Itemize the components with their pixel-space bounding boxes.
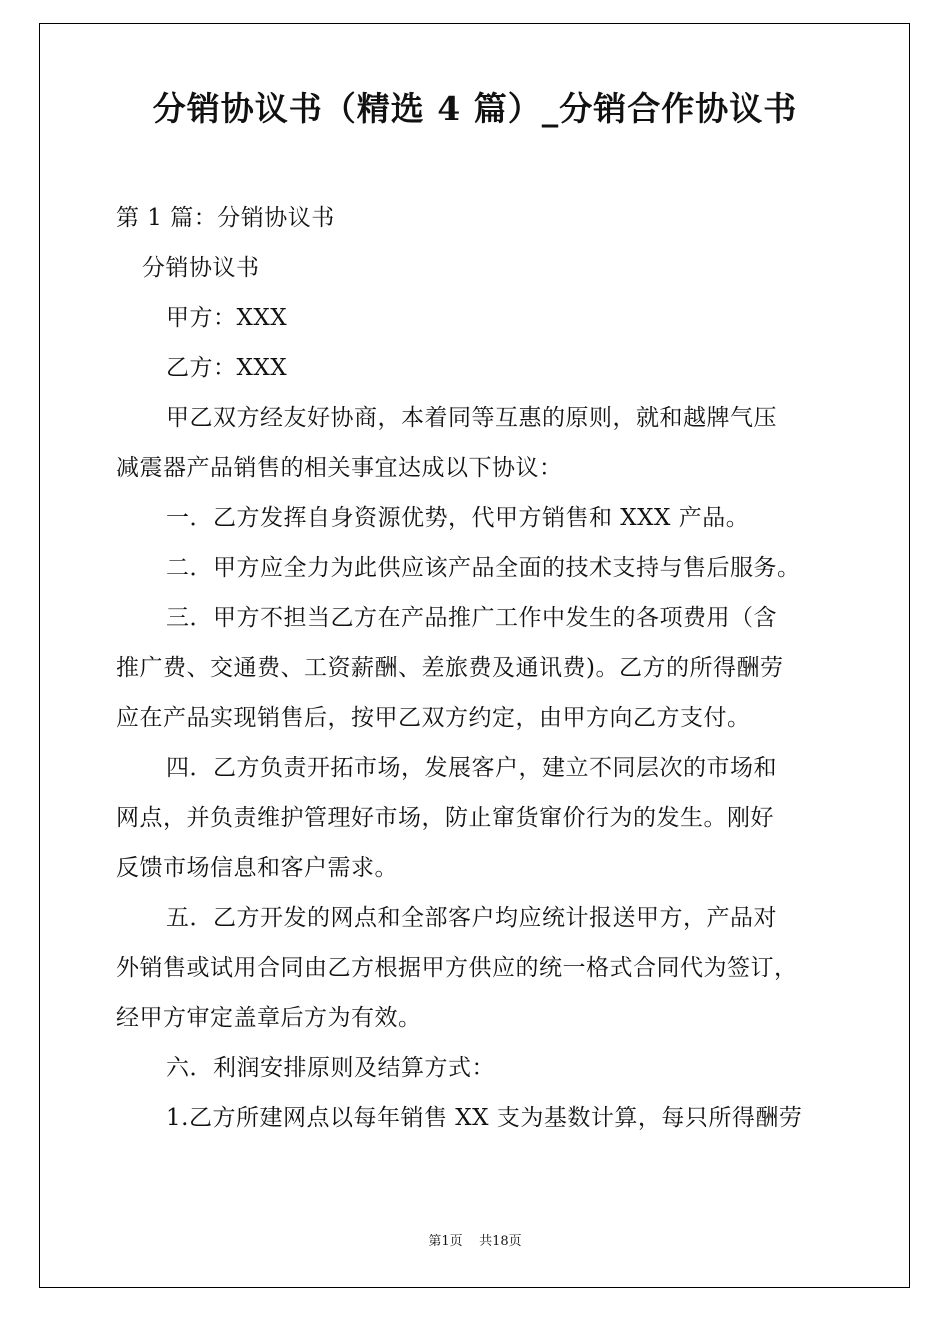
clause-2-line: 二．甲方应全力为此供应该产品全面的技术支持与售后服务。 [166, 555, 801, 581]
paragraph-line: 应在产品实现销售后，按甲乙双方约定，由甲方向乙方支付。 [116, 705, 751, 731]
clause-4-line: 四．乙方负责开拓市场，发展客户，建立不同层次的市场和 [166, 755, 777, 781]
party-a-line: 甲方：XXX [166, 305, 288, 331]
paragraph-line: 甲乙双方经友好协商，本着同等互惠的原则，就和越牌气压 [166, 405, 777, 431]
section-heading: 第 1 篇：分销协议书 [116, 205, 335, 231]
party-b-line: 乙方：XXX [166, 355, 288, 381]
clause-3-line: 三．甲方不担当乙方在产品推广工作中发生的各项费用（含 [166, 605, 777, 631]
paragraph-line: 反馈市场信息和客户需求。 [116, 855, 398, 881]
document-body [116, 193, 836, 1143]
paragraph-line: 推广费、交通费、工资薪酬、差旅费及通讯费)。乙方的所得酬劳 [116, 655, 784, 681]
agreement-heading: 分销协议书 [142, 255, 260, 281]
clause-6-line: 六．利润安排原则及结算方式： [166, 1055, 495, 1081]
sub-clause-1-line: 1.乙方所建网点以每年销售 XX 支为基数计算，每只所得酬劳 [166, 1105, 803, 1131]
paragraph-line: 经甲方审定盖章后方为有效。 [116, 1005, 422, 1031]
paragraph-line: 外销售或试用合同由乙方根据甲方供应的统一格式合同代为签订， [116, 955, 798, 981]
document-title: 分销协议书（精选 4 篇）_分销合作协议书 [152, 89, 798, 128]
page-footer: 第1页 共18页 [428, 1234, 522, 1249]
paragraph-line: 网点，并负责维护管理好市场，防止窜货窜价行为的发生。刚好 [116, 805, 774, 831]
clause-1-line: 一．乙方发挥自身资源优势，代甲方销售和 XXX 产品。 [166, 505, 750, 531]
clause-5-line: 五．乙方开发的网点和全部客户均应统计报送甲方，产品对 [166, 905, 777, 931]
paragraph-line: 减震器产品销售的相关事宜达成以下协议： [116, 455, 563, 481]
